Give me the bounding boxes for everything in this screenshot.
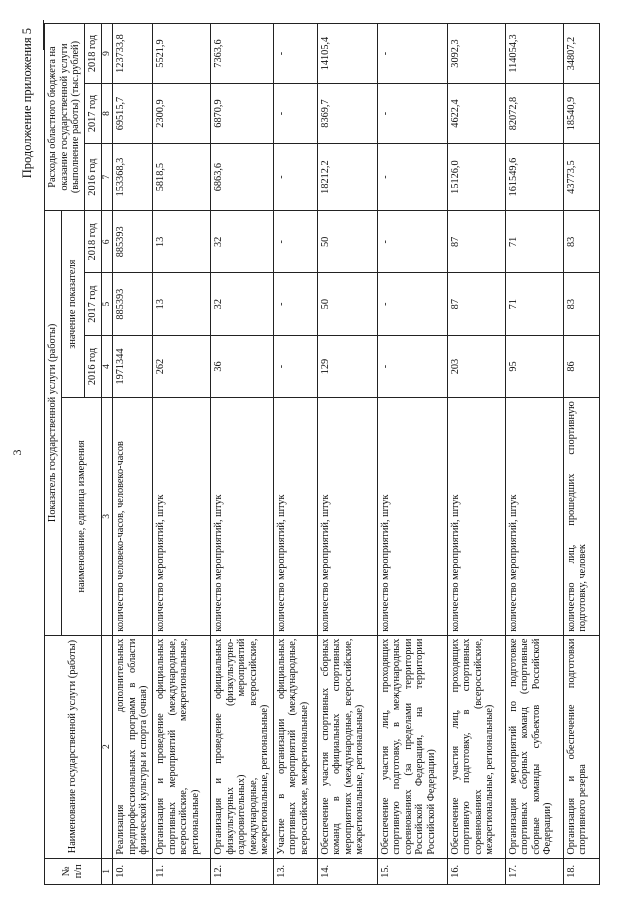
col-number: 6: [101, 211, 113, 273]
cell-v2016: 95: [505, 335, 563, 397]
cell-b2017: 82072,8: [505, 84, 563, 144]
cell-b2017: -: [273, 84, 317, 144]
cell-b2017: -: [377, 84, 447, 144]
cell-v2017: -: [377, 273, 447, 335]
header-service-name: Наименование государственной услуги (работы): [45, 635, 102, 858]
cell-v2018: 71: [505, 211, 563, 273]
cell-b2018: 7363,6: [211, 24, 274, 84]
cell-b2018: -: [377, 24, 447, 84]
cell-v2016: 1971344: [113, 335, 153, 397]
cell-v2017: 87: [447, 273, 505, 335]
cell-b2018: 5521,9: [153, 24, 211, 84]
cell-name: Реализация дополнительных предпрофессиональных программ в области физической культуры и спорта (очная): [113, 635, 153, 858]
cell-indicator: количество мероприятий, штук: [273, 398, 317, 635]
col-number: 8: [101, 84, 113, 144]
cell-name: Обеспечение участия спортивных сборных команд в официальных спортивных мероприятиях (международные, всероссийские, межрегиональные, региональные): [317, 635, 377, 858]
cell-b2017: 2300,9: [153, 84, 211, 144]
cell-v2018: -: [377, 211, 447, 273]
cell-indicator: количество мероприятий, штук: [317, 398, 377, 635]
table-row: [153, 24, 211, 885]
cell-b2018: 3092,3: [447, 24, 505, 84]
cell-name: Организация мероприятий по подготовке спортивных сборных команд (спортивные сборные команды субъектов Российской Федерации): [505, 635, 563, 858]
table-row: [113, 24, 153, 885]
cell-v2018: 885393: [113, 211, 153, 273]
col-number: 1: [101, 858, 113, 884]
cell-v2016: 262: [153, 335, 211, 397]
cell-v2016: 203: [447, 335, 505, 397]
table-body: [113, 24, 600, 885]
cell-no: 17.: [505, 858, 563, 884]
cell-v2018: 87: [447, 211, 505, 273]
cell-v2017: 885393: [113, 273, 153, 335]
header-budget-year-2016: 2016 год: [84, 144, 101, 211]
col-number: 3: [101, 398, 113, 635]
header-budget-year-2018: 2018 год: [84, 24, 101, 84]
cell-b2016: 5818,5: [153, 144, 211, 211]
appendix-title: Продолжение приложения 5: [20, 28, 34, 179]
header-indicator-value: значение показателя: [62, 211, 85, 398]
header-budget-year-2017: 2017 год: [84, 84, 101, 144]
header-budget-group: Расходы областного бюджета на оказание государственной услуги (выполнение работы) (тыс.рублей): [45, 24, 85, 211]
cell-b2016: 153368,3: [113, 144, 153, 211]
budget-table: [44, 23, 600, 885]
cell-v2016: -: [273, 335, 317, 397]
cell-v2018: 50: [317, 211, 377, 273]
cell-no: 13.: [273, 858, 317, 884]
cell-no: 11.: [153, 858, 211, 884]
table-row: [563, 24, 599, 885]
cell-indicator: количество мероприятий, штук: [447, 398, 505, 635]
cell-b2017: 18540,9: [563, 84, 599, 144]
cell-b2016: 6863,6: [211, 144, 274, 211]
header-year-2016: 2016 год: [84, 335, 101, 397]
cell-v2018: 83: [563, 211, 599, 273]
cell-v2017: 50: [317, 273, 377, 335]
cell-b2018: 123733,8: [113, 24, 153, 84]
header-year-2017: 2017 год: [84, 273, 101, 335]
col-number: 5: [101, 273, 113, 335]
cell-indicator: количество лиц, прошедших спортивную подготовку, человек: [563, 398, 599, 635]
cell-no: 15.: [377, 858, 447, 884]
col-number: 4: [101, 335, 113, 397]
col-number: 7: [101, 144, 113, 211]
cell-b2018: 34807,2: [563, 24, 599, 84]
cell-v2017: 32: [211, 273, 274, 335]
cell-b2018: 114054,3: [505, 24, 563, 84]
cell-b2016: -: [273, 144, 317, 211]
cell-no: 16.: [447, 858, 505, 884]
col-number: 9: [101, 24, 113, 84]
cell-b2017: 8369,7: [317, 84, 377, 144]
cell-b2016: 15126,0: [447, 144, 505, 211]
cell-b2018: -: [273, 24, 317, 84]
cell-indicator: количество мероприятий, штук: [377, 398, 447, 635]
cell-name: Организация и обеспечение подготовки спортивного резерва: [563, 635, 599, 858]
cell-indicator: количество мероприятий, штук: [211, 398, 274, 635]
table-row: [273, 24, 317, 885]
cell-v2017: 83: [563, 273, 599, 335]
page-number: 3: [10, 449, 24, 456]
cell-indicator: количество человеко-часов, человеко-часов: [113, 398, 153, 635]
cell-v2016: 36: [211, 335, 274, 397]
cell-indicator: количество мероприятий, штук: [153, 398, 211, 635]
cell-b2016: 18212,2: [317, 144, 377, 211]
col-number: 2: [101, 635, 113, 858]
cell-no: 10.: [113, 858, 153, 884]
cell-v2018: -: [273, 211, 317, 273]
cell-name: Обеспечение участия лиц, проходящих спортивную подготовку, в спортивных соревнованиях (всероссийские, межрегиональные, региональные): [447, 635, 505, 858]
cell-no: 14.: [317, 858, 377, 884]
table-row: [505, 24, 563, 885]
cell-name: Организация и проведение официальных спортивных мероприятий (международные, всероссийские, межрегиональные, региональные): [153, 635, 211, 858]
cell-name: Обеспечение участия лиц, проходящих спортивную подготовку, в международных соревнованиях (за пределами территории Российской Федерации, на территории Российской Федерации): [377, 635, 447, 858]
cell-b2016: -: [377, 144, 447, 211]
cell-b2016: 161549,6: [505, 144, 563, 211]
cell-v2016: -: [377, 335, 447, 397]
table-row: [211, 24, 274, 885]
cell-b2018: 14105,4: [317, 24, 377, 84]
header-no: № п/п: [45, 858, 102, 884]
cell-b2017: 69515,7: [113, 84, 153, 144]
cell-v2016: 86: [563, 335, 599, 397]
cell-v2017: 13: [153, 273, 211, 335]
cell-v2017: -: [273, 273, 317, 335]
cell-no: 12.: [211, 858, 274, 884]
cell-v2016: 129: [317, 335, 377, 397]
cell-name: Организация и проведение официальных физкультурных (физкультурно-оздоровительных) мероприятий (международные, всероссийские, межрегиональные, региональные): [211, 635, 274, 858]
cell-v2017: 71: [505, 273, 563, 335]
header-indicator-group: Показатель государственной услуги (работы): [45, 211, 62, 635]
cell-name: Участие в организации официальных спортивных мероприятий (международные, всероссийские, межрегиональные): [273, 635, 317, 858]
table-row: [317, 24, 377, 885]
cell-no: 18.: [563, 858, 599, 884]
table-row: [447, 24, 505, 885]
header-year-2018: 2018 год: [84, 211, 101, 273]
header-indicator-name: наименование, единица измерения: [62, 398, 102, 635]
cell-b2017: 6870,9: [211, 84, 274, 144]
table-row: [377, 24, 447, 885]
cell-v2018: 13: [153, 211, 211, 273]
cell-b2017: 4622,4: [447, 84, 505, 144]
cell-indicator: количество мероприятий, штук: [505, 398, 563, 635]
cell-b2016: 43773,5: [563, 144, 599, 211]
cell-v2018: 32: [211, 211, 274, 273]
